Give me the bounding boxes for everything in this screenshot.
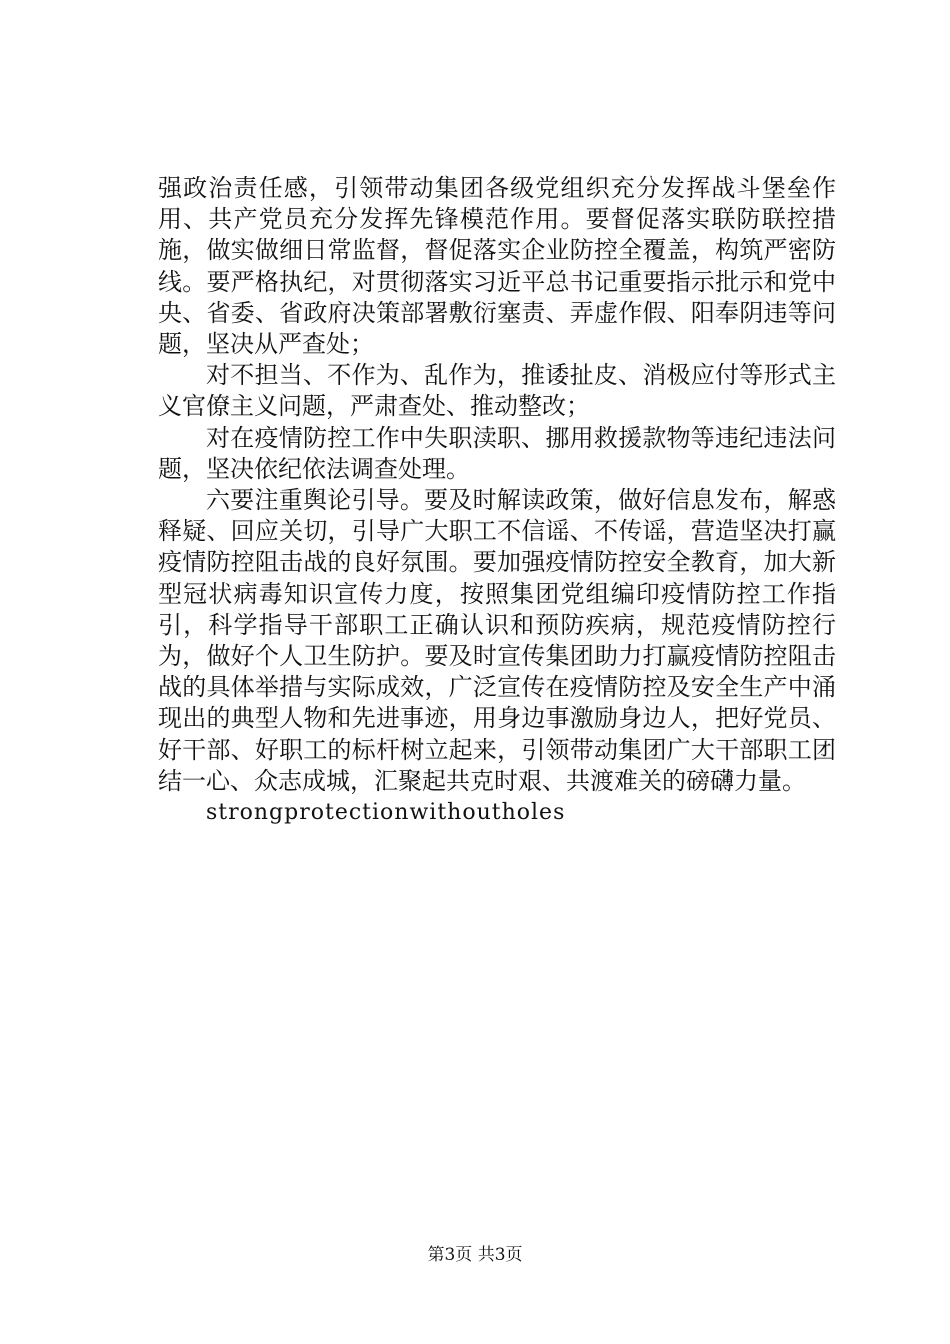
paragraph-accountability: 对不担当、不作为、乱作为，推诿扯皮、消极应付等形式主义官僚主义问题，严肃查处、推动整改； xyxy=(158,361,836,421)
paragraph-continuation: 强政治责任感，引领带动集团各级党组织充分发挥战斗堡垒作用、共产党员充分发挥先锋模范作用。要督促落实联防联控措施，做实做细日常监督，督促落实企业防控全覆盖，构筑严密防线。要严格执纪，对贯彻落实习近平总书记重要指示批示和党中央、省委、省政府决策部署敷衍塞责、弄虚作假、阳奉阴违等问题，坚决从严查处； xyxy=(158,174,836,359)
paragraph-discipline: 对在疫情防控工作中失职渎职、挪用救援款物等违纪违法问题，坚决依纪依法调查处理。 xyxy=(158,423,836,483)
paragraph-public-opinion: 六要注重舆论引导。要及时解读政策，做好信息发布，解惑释疑、回应关切，引导广大职工不信谣、不传谣，营造坚决打赢疫情防控阻击战的良好氛围。要加强疫情防控安全教育，加大新型冠状病毒知识宣传力度，按照集团党组编印疫情防控工作指引，科学指导干部职工正确认识和预防疾病，规范疫情防控行为，做好个人卫生防护。要及时宣传集团助力打赢疫情防控阻击战的具体举措与实际成效，广泛宣传在疫情防控及安全生产中涌现出的典型人物和先进事迹，用身边事激励身边人，把好党员、好干部、好职工的标杆树立起来，引领带动集团广大干部职工团结一心、众志成城，汇聚起共克时艰、共渡难关的磅礴力量。 xyxy=(158,486,836,795)
document-body xyxy=(158,173,836,828)
paragraph-english-note: strongprotectionwithoutholes xyxy=(206,800,566,826)
page-number-footer: 第3页 共3页 xyxy=(427,1245,523,1265)
